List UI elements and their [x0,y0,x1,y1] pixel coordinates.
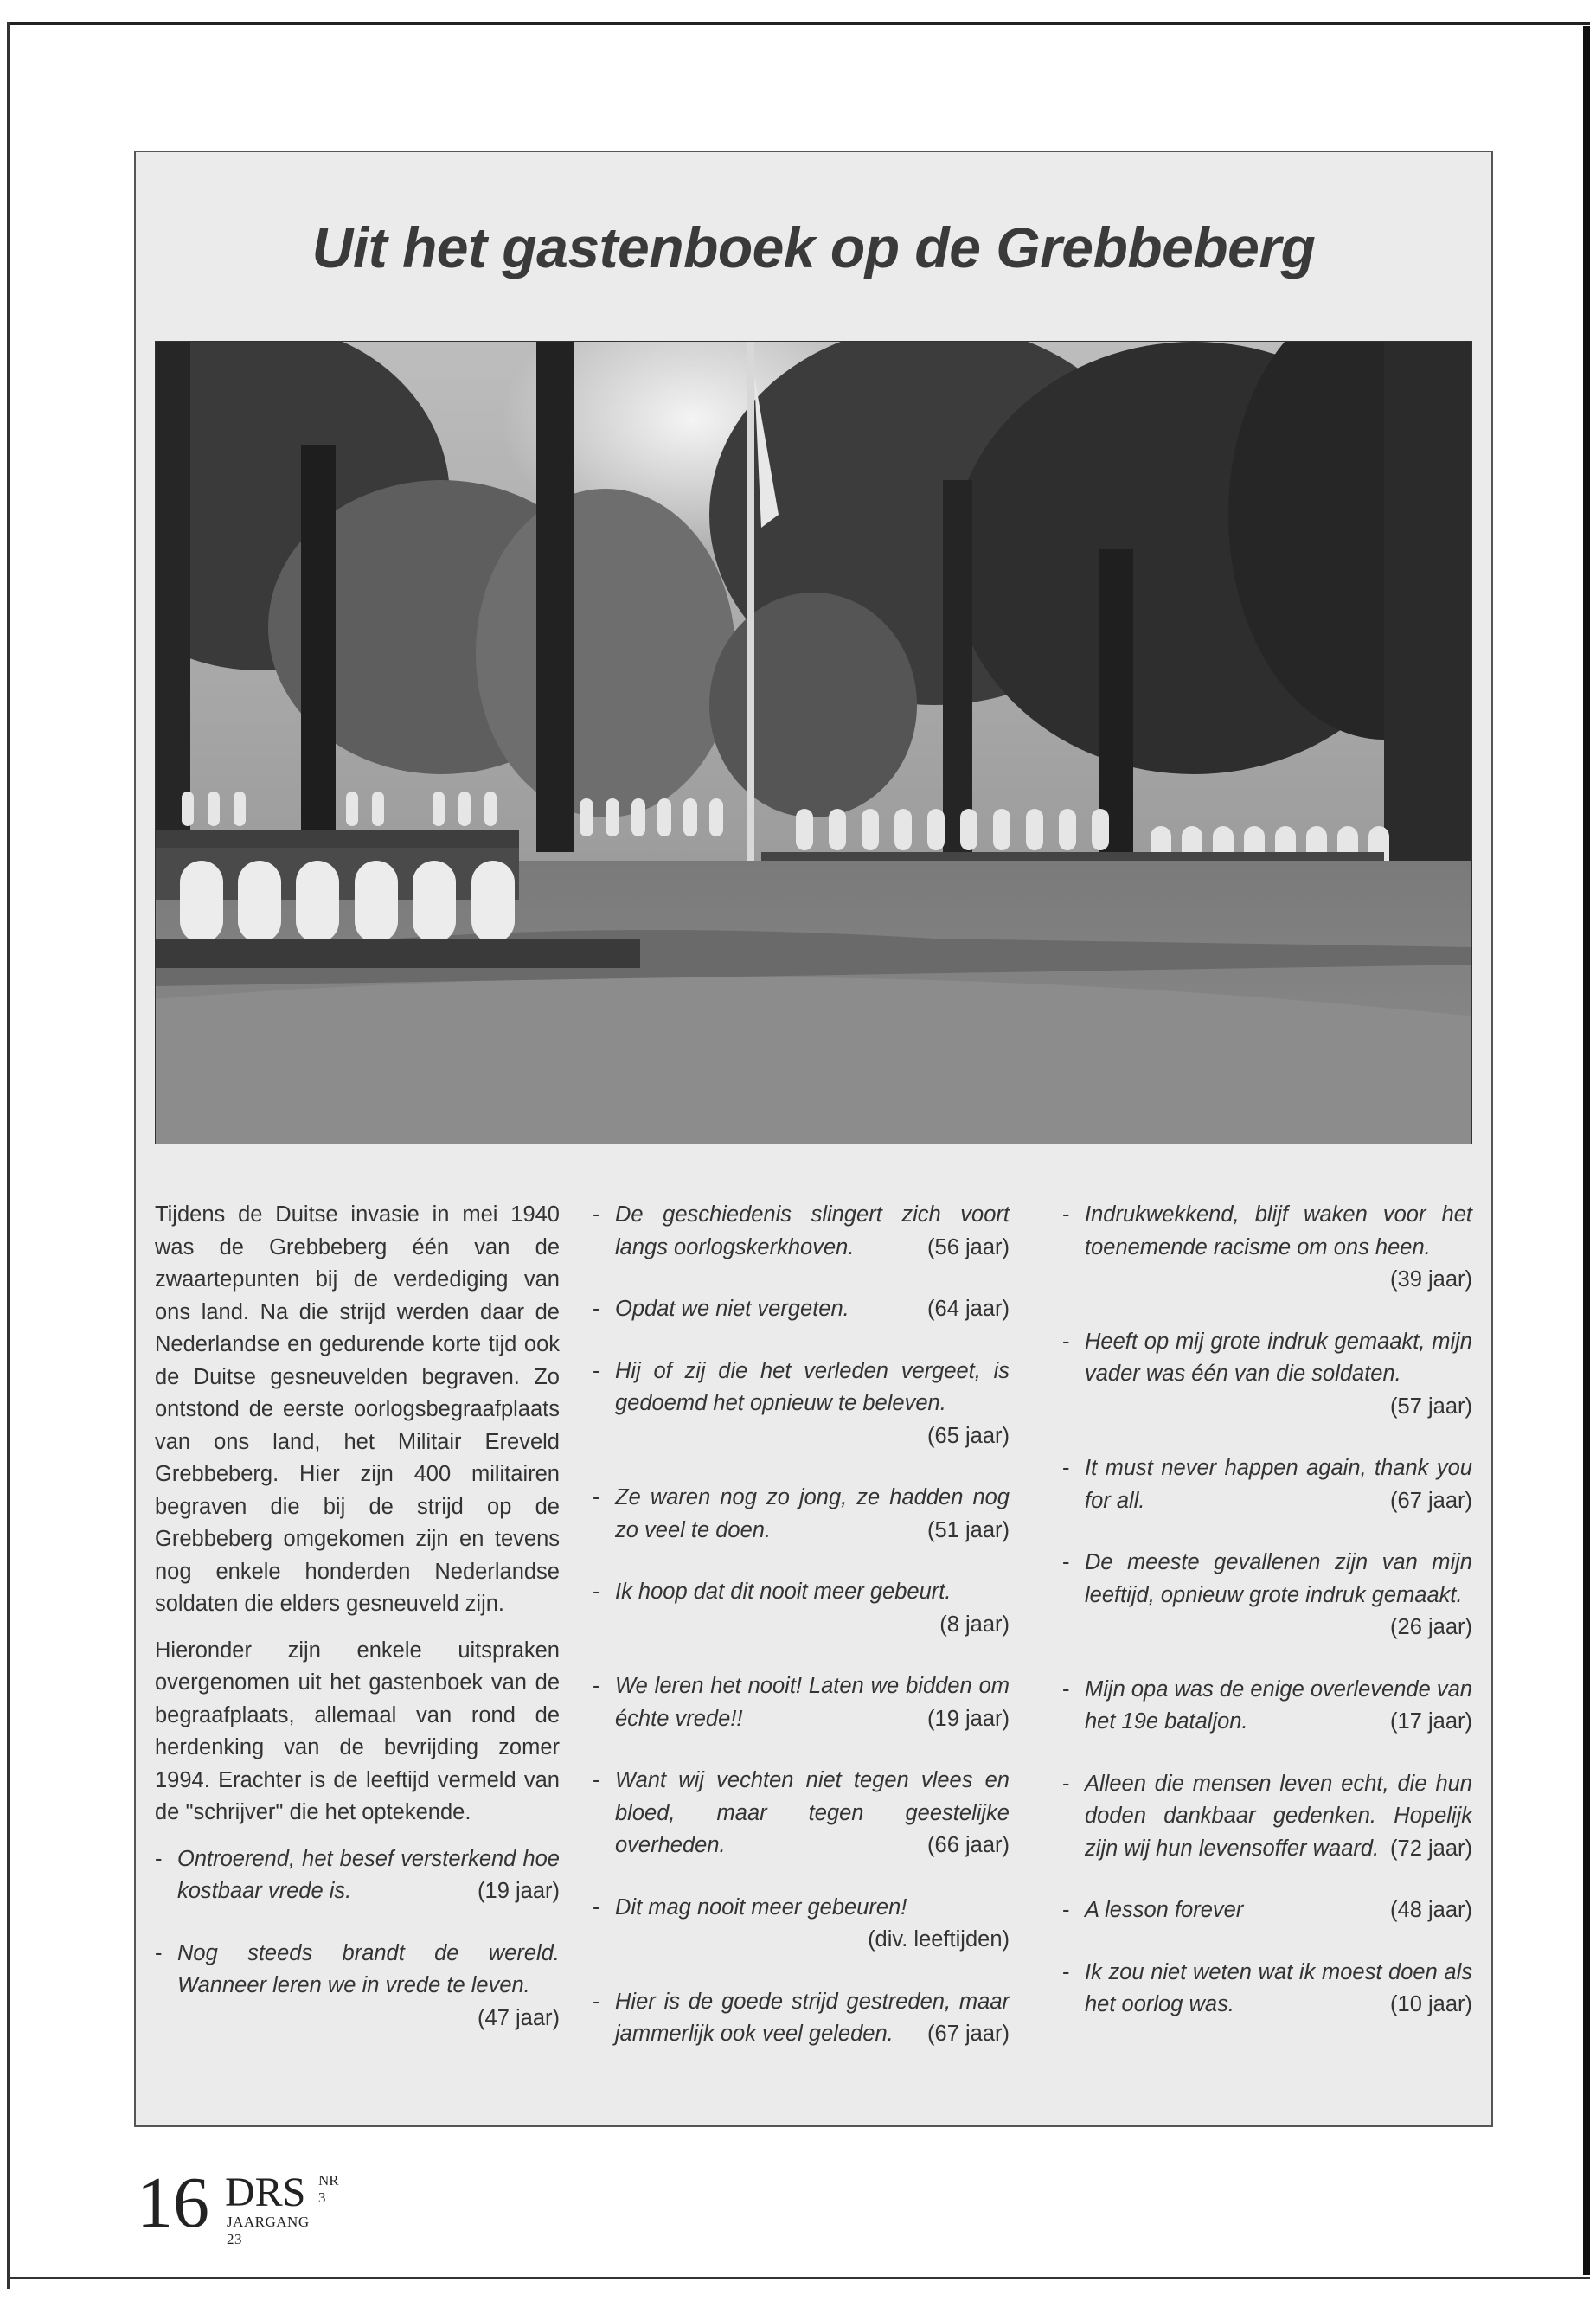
entry-text: Dit mag nooit meer gebeuren! [615,1894,907,1920]
guestbook-entry [593,1199,1010,1264]
entry-dash: - [155,1940,163,1965]
entry-dash: - [1062,1202,1070,1227]
entry-age: (66 jaar) [927,1833,1010,1857]
entry-dash: - [593,1580,600,1604]
entry-age: (57 jaar) [1390,1394,1472,1419]
entry-text: Hier is de goede strijd gestreden, maar jammerlijk ook veel geleden. [615,1989,1010,2046]
guestbook-entry [1062,1674,1472,1739]
entry-dash: - [593,1202,600,1227]
column-2 [593,1199,1010,2080]
entry-age: (19 jaar) [927,1706,1010,1731]
entry-age: (39 jaar) [1390,1267,1472,1292]
entry-text: Alleen die mensen leven echt, die hun doden dankbaar gedenken. Hopelijk zijn wij hun levensoffer waard. [1085,1771,1472,1861]
article-frame [134,151,1493,2127]
entry-text: De meeste gevallenen zijn van mijn leeftijd, opnieuw grote indruk gemaakt. [1085,1550,1472,1607]
entry-dash: - [1062,1898,1070,1922]
entry-age: (19 jaar) [478,1879,560,1903]
entry-age: (10 jaar) [1390,1992,1472,2016]
guestbook-entry [593,1576,1010,1641]
guestbook-entry [1062,1452,1472,1517]
guestbook-entry [155,1938,560,2035]
entry-age: (72 jaar) [1390,1836,1472,1861]
entry-text: Opdat we niet vergeten. [615,1297,849,1321]
guestbook-entry [1062,1547,1472,1644]
entry-text: Want wij vechten niet tegen vlees en bloed, maar tegen geestelijke overheden. [615,1768,1010,1857]
cemetery-photo-icon [156,342,1472,1144]
entry-age: (48 jaar) [1390,1898,1472,1922]
entry-text: Nog steeds brandt de wereld. Wanneer leren we in vrede te leven. [177,1940,560,1997]
entry-dash: - [593,1485,600,1509]
entry-dash: - [593,1768,600,1792]
entry-age: (51 jaar) [927,1517,1010,1542]
guestbook-entry [593,1765,1010,1862]
entry-dash: - [155,1846,163,1871]
guestbook-entry [1062,1894,1472,1927]
intro-paragraph: Tijdens de Duitse invasie in mei 1940 was de Grebbeberg één van de zwaartepunten bij de verdediging van ons land. Na die strijd werden daar de Nederlandse en gedurende korte tijd ook de Duitse gesneuvelden begraven. Zo ontstond de eerste oorlogsbegraafplaats van ons land, het Militair Ereveld Grebbeberg. Hier zijn 400 militairen begraven die bij de strijd op de Grebbeberg omgekomen zijn en tevens nog enkele honderden Nederlandse soldaten die elders gesneuveld zijn. [155,1202,560,1616]
entry-dash: - [1062,1329,1070,1354]
entry-dash: - [593,1297,600,1321]
entry-text: Ze waren nog zo jong, ze hadden nog zo veel te doen. [615,1485,1010,1542]
entry-age: (56 jaar) [927,1234,1010,1259]
guestbook-entry [1062,1326,1472,1424]
entry-age: (65 jaar) [927,1423,1010,1448]
entry-dash: - [1062,1771,1070,1796]
entry-dash: - [593,1894,600,1920]
column-1 [155,1199,560,2064]
guestbook-entry [593,1293,1010,1326]
entry-text: We leren het nooit! Laten we bidden om échte vrede!! [615,1674,1010,1731]
intro-paragraph: Hieronder zijn enkele uitspraken overgenomen uit het gastenboek van de begraafplaats, allemaal van rond de herdenking van de bevrijding zomer 1994. Erachter is de leeftijd vermeld van de "schrijver" die het optekende. [155,1638,560,1824]
guestbook-entry [1062,1199,1472,1297]
guestbook-entry [1062,1768,1472,1866]
column-3 [1062,1199,1472,2051]
entry-age: (17 jaar) [1390,1709,1472,1734]
entry-age: (67 jaar) [927,2022,1010,2046]
guestbook-entry [1062,1957,1472,2022]
page-number: 16 [137,2163,209,2243]
entry-age: (26 jaar) [1390,1615,1472,1639]
scan-edge-top [7,22,1590,25]
entry-text: Ik zou niet weten wat ik moest doen als het oorlog was. [1085,1959,1472,2016]
scan-edge-right [1583,26,1590,2275]
magazine-name: DRS [225,2170,306,2215]
scan-edge-bottom [7,2277,1590,2279]
entry-text: Hij of zij die het verleden vergeet, is gedoemd het opnieuw te beleven. [615,1358,1010,1415]
entry-text: Heeft op mij grote indruk gemaakt, mijn vader was één van die soldaten. [1085,1329,1472,1386]
guestbook-entry [593,1356,1010,1453]
issue-number: NR 3 [318,2172,339,2206]
entry-dash: - [593,1358,600,1383]
entry-text: A lesson forever [1085,1898,1244,1922]
article-title: Uit het gastenboek op de Grebbeberg [311,215,1316,279]
entry-text: It must never happen again, thank you for all. [1085,1456,1472,1513]
entry-dash: - [593,1674,600,1698]
entry-text: Ik hoop dat dit nooit meer gebeurt. [615,1580,952,1604]
entry-text: Mijn opa was de enige overlevende van het 19e bataljon. [1085,1676,1472,1734]
entry-dash: - [1062,1959,1070,1984]
entry-dash: - [1062,1456,1070,1480]
entry-text: De geschiedenis slingert zich voort langs oorlogskerkhoven. [615,1202,1010,1259]
guestbook-entry [593,1986,1010,2051]
entry-age: (67 jaar) [1390,1488,1472,1513]
cemetery-photo [155,341,1472,1144]
entry-text: Indrukwekkend, blijf waken voor het toenemende racisme om ons heen. [1085,1202,1472,1259]
volume-label: JAARGANG 23 [227,2214,310,2247]
entry-dash: - [593,1989,600,2014]
entry-dash: - [1062,1550,1070,1574]
guestbook-entry [155,1843,560,1908]
guestbook-entry [593,1482,1010,1547]
entry-age: (div. leeftijden) [868,1927,1010,1952]
entry-age: (64 jaar) [927,1297,1010,1321]
scan-edge-left [7,22,10,2289]
entry-age: (8 jaar) [939,1612,1010,1637]
guestbook-entry [593,1892,1010,1957]
entry-text: Ontroerend, het besef versterkend hoe kostbaar vrede is. [177,1846,560,1903]
entry-age: (47 jaar) [478,2005,560,2030]
guestbook-entry [593,1670,1010,1735]
entry-dash: - [1062,1676,1070,1702]
